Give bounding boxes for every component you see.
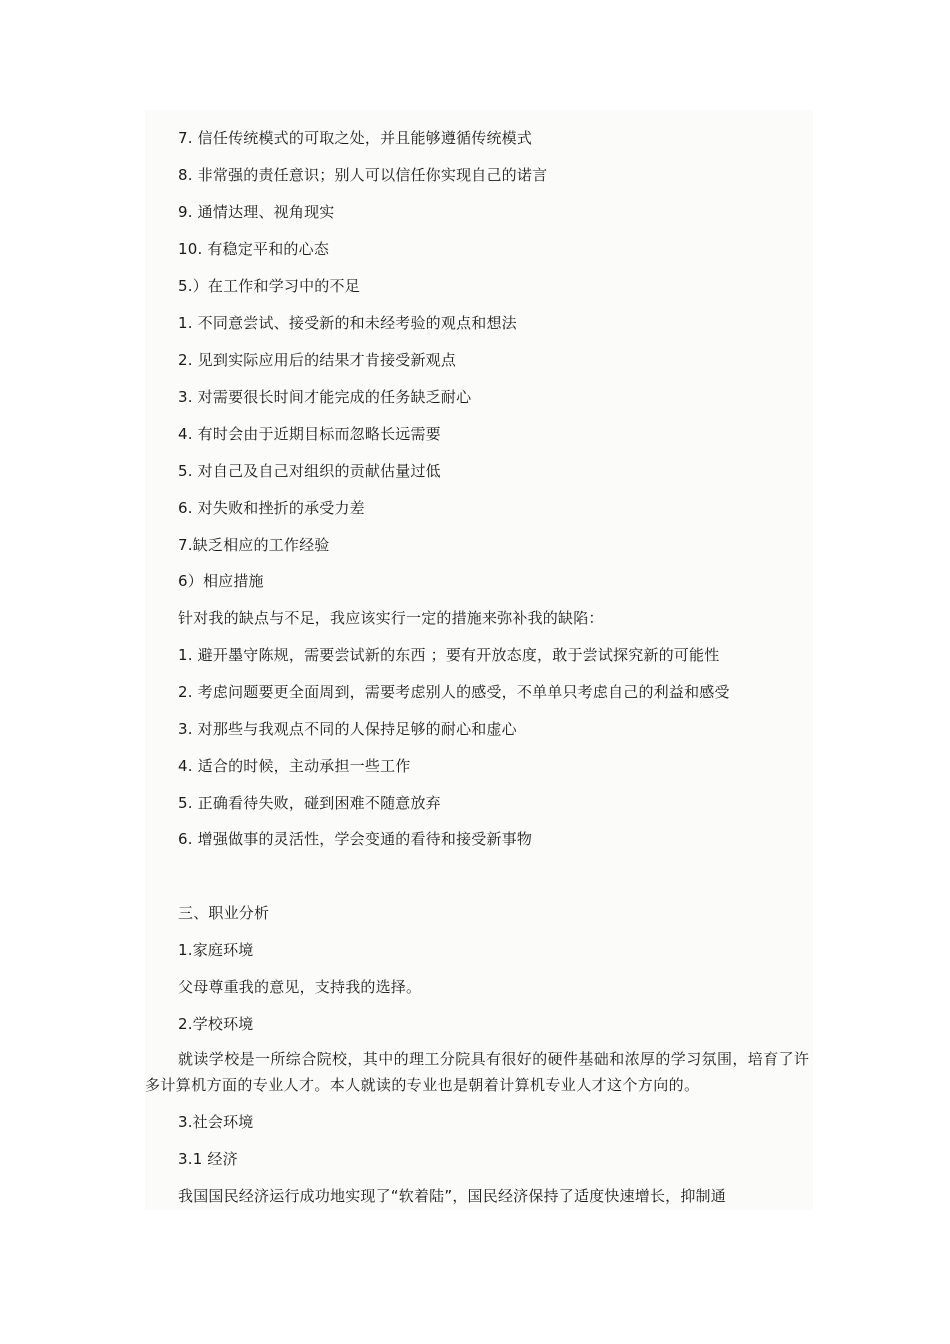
- weaknesses-heading: 5.）在工作和学习中的不足: [178, 277, 360, 295]
- school-environment-text: 就读学校是一所综合院校，其中的理工分院具有很好的硬件基础和浓厚的学习氛围，培育了许多计算机方面的专业人才。本人就读的专业也是朝着计算机专业人才这个方向的。: [145, 1050, 810, 1094]
- weakness-item-6: 6. 对失败和挫折的承受力差: [178, 499, 365, 517]
- economy-heading: 3.1 经济: [178, 1150, 238, 1168]
- family-environment-text: 父母尊重我的意见，支持我的选择。: [178, 978, 422, 996]
- measure-item-1: 1. 避开墨守陈规，需要尝试新的东西 ；要有开放态度，敢于尝试探究新的可能性: [178, 646, 720, 664]
- measure-item-6: 6. 增强做事的灵活性，学会变通的看待和接受新事物: [178, 830, 533, 848]
- weakness-item-3: 3. 对需要很长时间才能完成的任务缺乏耐心: [178, 388, 472, 406]
- trait-item-9: 9. 通情达理、视角现实: [178, 203, 335, 221]
- measures-intro: 针对我的缺点与不足，我应该实行一定的措施来弥补我的缺陷：: [178, 609, 604, 627]
- weakness-item-4: 4. 有时会由于近期目标而忽略长远需要: [178, 425, 441, 443]
- economy-text: 我国国民经济运行成功地实现了“软着陆”，国民经济保持了适度快速增长，抑制通: [178, 1187, 726, 1205]
- weakness-item-5: 5. 对自己及自己对组织的贡献估量过低: [178, 462, 441, 480]
- social-environment-heading: 3.社会环境: [178, 1113, 254, 1131]
- trait-item-10: 10. 有稳定平和的心态: [178, 240, 330, 258]
- weakness-item-2: 2. 见到实际应用后的结果才肯接受新观点: [178, 351, 457, 369]
- weakness-item-1: 1. 不同意尝试、接受新的和未经考验的观点和想法: [178, 314, 517, 332]
- measure-item-4: 4. 适合的时候，主动承担一些工作: [178, 757, 411, 775]
- measure-item-3: 3. 对那些与我观点不同的人保持足够的耐心和虚心: [178, 720, 517, 738]
- measure-item-2: 2. 考虑问题要更全面周到，需要考虑别人的感受，不单单只考虑自己的利益和感受: [178, 683, 730, 701]
- school-environment-heading: 2.学校环境: [178, 1015, 254, 1033]
- measures-heading: 6）相应措施: [178, 572, 264, 590]
- career-analysis-heading: 三、职业分析: [178, 904, 270, 922]
- trait-item-7: 7. 信任传统模式的可取之处，并且能够遵循传统模式: [178, 129, 533, 147]
- weakness-item-7: 7.缺乏相应的工作经验: [178, 536, 330, 554]
- trait-item-8: 8. 非常强的责任意识；别人可以信任你实现自己的诺言: [178, 166, 548, 184]
- family-environment-heading: 1.家庭环境: [178, 941, 254, 959]
- measure-item-5: 5. 正确看待失败，碰到困难不随意放弃: [178, 794, 441, 812]
